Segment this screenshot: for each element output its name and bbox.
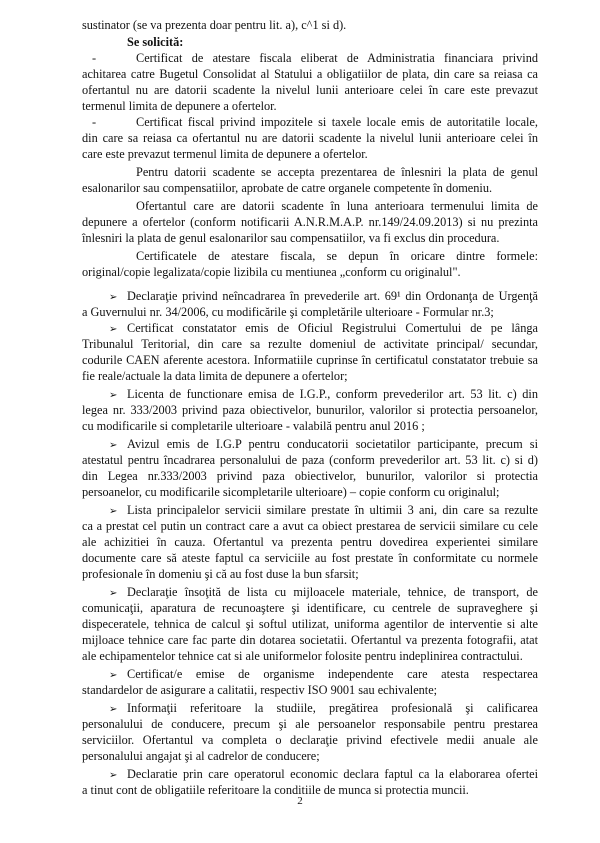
line-text: Avizul emis de I.G.P pentru conducatorii societatilor participante, precum si bbox=[127, 437, 538, 451]
line-text: Certificat fiscal privind impozitele si taxele locale emis de autoritatile locale, bbox=[136, 115, 538, 129]
line-text: persoanelor, cu modificarile sicompletarile ulterioare) – copie conform cu originalul; bbox=[82, 485, 500, 499]
text-line bbox=[82, 305, 538, 321]
text-line bbox=[82, 99, 538, 115]
line-text: din Legea nr.333/2003 privind paza obiectivelor, bunurilor, valorilor si protectia bbox=[82, 469, 538, 483]
line-text: depunere a ofertelor (conform notificarii A.N.R.M.A.P. nr.149/24.09.2013) si nu prezinta bbox=[82, 215, 538, 229]
arrow-bullet-icon: ➢ bbox=[109, 506, 118, 517]
text-line bbox=[82, 617, 538, 633]
line-text: original/copie legalizata/copie lizibila cu mentiunea „conform cu originalul". bbox=[82, 265, 461, 279]
text-line bbox=[82, 485, 538, 501]
text-line bbox=[82, 519, 538, 535]
text-line bbox=[82, 469, 538, 485]
text-line bbox=[136, 199, 538, 215]
line-text: esalonarilor sau compensatiilor, aprobate de catre organele competente în domeniu. bbox=[82, 181, 493, 195]
list-dash: - bbox=[92, 115, 97, 129]
line-text: Declaratie prin care operatorul economic declara faptul ca la elaborarea ofertei bbox=[127, 767, 538, 781]
line-text: termenul limita de depunere a ofertelor. bbox=[82, 99, 277, 113]
line-text: înlesniri la plata de genul esalonarilor sau compensatiilor, va fi exclus din procedura. bbox=[82, 231, 500, 245]
line-text: Ofertantul care are datorii scadente în luna anterioara termenului limita de bbox=[136, 199, 538, 213]
page-number: 2 bbox=[297, 795, 303, 807]
arrow-bullet-icon: ➢ bbox=[109, 390, 118, 401]
line-text: sustinator (se va prezenta doar pentru lit. a), c^1 si d). bbox=[82, 18, 347, 32]
line-text: ale echipamentelor tehnice cat si ale uniformelor folosite pentru indeplinirea contractului. bbox=[82, 649, 523, 663]
text-line bbox=[136, 249, 538, 265]
line-text: din care sa reiasa ca ofertantul nu are datorii scadente la nivelul lunii anterioare celei în bbox=[82, 131, 538, 145]
line-text: legea nr. 333/2003 privind paza obiectivelor, bunurilor, valorilor si protectia persoanelor, bbox=[82, 403, 538, 417]
text-line bbox=[82, 649, 538, 665]
line-text: personalului angajat şi al cadrelor de conducere; bbox=[82, 749, 320, 763]
text-line bbox=[109, 387, 538, 403]
line-text: personalului de conducere, precum şi ale persoanelor responsabile pentru prestarea bbox=[82, 717, 538, 731]
text-line bbox=[109, 437, 538, 453]
line-text: ca a prestat cel putin un contract care a avut ca obiect prestarea de servicii similare cu cele bbox=[82, 519, 538, 533]
text-line bbox=[82, 369, 538, 385]
text-line bbox=[82, 337, 538, 353]
arrow-bullet-icon: ➢ bbox=[109, 292, 118, 303]
line-text: mijloace tehnice care fac parte din dotarea societatii. Ofertantul va prezenta fotografii, atat bbox=[82, 633, 538, 647]
arrow-bullet-icon: ➢ bbox=[109, 440, 118, 451]
line-text: Licenta de functionare emisa de I.G.P., conform prevederilor art. 53 lit. c) din bbox=[127, 387, 538, 401]
arrow-bullet-icon: ➢ bbox=[109, 704, 118, 715]
text-line bbox=[82, 733, 538, 749]
line-text: Certificat/e emise de organisme independente care atesta respectarea bbox=[127, 667, 538, 681]
text-line bbox=[82, 749, 538, 765]
text-line bbox=[109, 701, 538, 717]
line-text: ale achizitiei în cauza. Ofertantul va prezenta pentru dovedirea experientei similare bbox=[82, 535, 538, 549]
line-text: care este prevazut termenul limita de depunere a ofertelor. bbox=[82, 147, 368, 161]
list-dash: - bbox=[92, 51, 97, 65]
text-line bbox=[109, 503, 538, 519]
text-line bbox=[109, 289, 538, 305]
text-line bbox=[82, 131, 538, 147]
line-text: a tinut cont de obligatiile referitoare la conditiile de munca si protectia muncii. bbox=[82, 783, 469, 797]
text-line bbox=[82, 601, 538, 617]
line-text: standardelor de asigurare a calitatii, respectiv ISO 9001 sau echivalente; bbox=[82, 683, 438, 697]
line-text: Lista principalelor servicii similare prestate în ultimii 3 ani, din care sa rezulte bbox=[127, 503, 538, 517]
line-text: serviciilor. Ofertantul va completa o declaraţie privind efectivele medii anuale ale bbox=[82, 733, 538, 747]
text-line bbox=[82, 147, 538, 163]
line-text: documente care să ateste faptul ca serviciile au fost prestate în conformitate cu normele bbox=[82, 551, 538, 565]
text-line bbox=[82, 83, 538, 99]
text-line bbox=[82, 419, 538, 435]
text-line bbox=[136, 115, 538, 131]
text-line bbox=[82, 265, 538, 281]
line-text: Certificat de atestare fiscala eliberat de Administratia financiara privind bbox=[136, 51, 538, 65]
section-heading: Se solicită: bbox=[127, 35, 184, 49]
line-text: atestatul pentru încadrarea personalului de paza (conform prevederilor art. 53 lit. c) si d) bbox=[82, 453, 538, 467]
text-line bbox=[82, 683, 538, 699]
arrow-bullet-icon: ➢ bbox=[109, 324, 118, 335]
text-line bbox=[136, 165, 538, 181]
text-line bbox=[82, 717, 538, 733]
text-line bbox=[82, 18, 538, 34]
line-text: ofertantul nu are datorii scadente la nivelul lunii anterioare celei în care este prevazut bbox=[82, 83, 538, 97]
text-line bbox=[82, 633, 538, 649]
line-text: Informaţii referitoare la studiile, pregătirea profesională şi calificarea bbox=[127, 701, 538, 715]
text-line bbox=[82, 535, 538, 551]
text-line bbox=[82, 551, 538, 567]
text-line bbox=[82, 567, 538, 583]
text-line bbox=[109, 767, 538, 783]
text-line bbox=[82, 181, 538, 197]
line-text: dispeceratele, tehnica de calcul şi softul utilizat, uniforma agentilor de interventie si alte bbox=[82, 617, 538, 631]
line-text: Declaraţie privind neîncadrarea în prevederile art. 69¹ din Ordonanţa de Urgenţă bbox=[127, 289, 538, 303]
text-line bbox=[82, 67, 538, 83]
line-text: a Guvernului nr. 34/2006, cu modificările şi completările ulterioare - Formular nr.3; bbox=[82, 305, 494, 319]
text-line bbox=[82, 215, 538, 231]
line-text: codurile CAEN aferente acestora. Informatiile cuprinse în certificatul constatator trebuie sa bbox=[82, 353, 538, 367]
text-line bbox=[136, 51, 538, 67]
text-line bbox=[127, 35, 538, 51]
line-text: Declaraţie însoţită de lista cu mijloacele materiale, tehnice, de transport, de bbox=[127, 585, 538, 599]
arrow-bullet-icon: ➢ bbox=[109, 588, 118, 599]
line-text: Tribunalul Teritorial, din care sa rezulte domeniul de activitate principal/ secundar, bbox=[82, 337, 538, 351]
line-text: achitarea catre Bugetul Consolidat al Statului a obligatiilor de plata, din care sa reiasa ca bbox=[82, 67, 538, 81]
line-text: fie reale/actuale la data limita de depunere a ofertelor; bbox=[82, 369, 348, 383]
line-text: Pentru datorii scadente se accepta prezentarea de înlesniri la plata de genul bbox=[136, 165, 538, 179]
text-line bbox=[109, 667, 538, 683]
text-line bbox=[82, 231, 538, 247]
line-text: comunicaţii, aparatura de recunoaştere şi identificare, cu centrele de supraveghere şi bbox=[82, 601, 538, 615]
text-line bbox=[82, 353, 538, 369]
text-line bbox=[82, 453, 538, 469]
line-text: cu modificarile si completarile ulterioare - valabilă pentru anul 2016 ; bbox=[82, 419, 425, 433]
text-line bbox=[109, 585, 538, 601]
arrow-bullet-icon: ➢ bbox=[109, 670, 118, 681]
text-line bbox=[82, 403, 538, 419]
line-text: profesionale în domeniu şi că au fost duse la bun sfarsit; bbox=[82, 567, 359, 581]
line-text: Certificatele de atestare fiscala, se depun în oricare dintre formele: bbox=[136, 249, 538, 263]
arrow-bullet-icon: ➢ bbox=[109, 770, 118, 781]
line-text: Certificat constatator emis de Oficiul Registrului Comertului de pe lânga bbox=[127, 321, 538, 335]
text-line bbox=[109, 321, 538, 337]
